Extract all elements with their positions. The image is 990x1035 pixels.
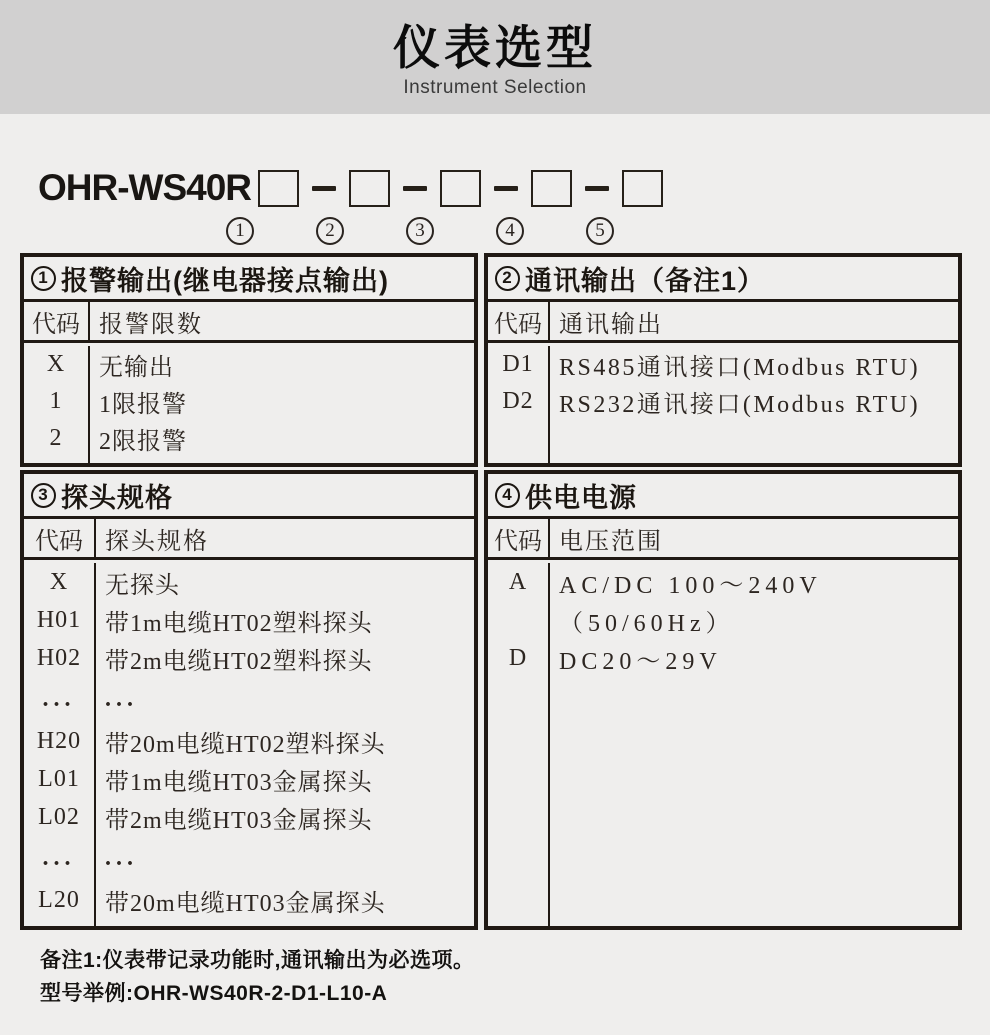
model-code-box-5 (622, 170, 663, 207)
desc-cell-ellipsis: ... (105, 686, 138, 712)
code-cell: L20 (38, 886, 80, 913)
position-badge-4: 4 (496, 217, 524, 245)
column-header-desc: 报警限数 (99, 311, 203, 338)
position-number-row (0, 217, 990, 247)
column-header-row (24, 519, 474, 560)
section-number-badge: 1 (31, 266, 56, 291)
page-title: 仪表选型 (393, 21, 597, 74)
position-badge-2: 2 (316, 217, 344, 245)
section-title-row (488, 257, 958, 302)
desc-cell: 带1m电缆HT02塑料探头 (105, 610, 373, 637)
section-number-badge: 4 (495, 483, 520, 508)
page-header-band (0, 0, 990, 114)
section-number-badge: 3 (31, 483, 56, 508)
section-title-row (24, 474, 474, 519)
section-communication-output (484, 253, 962, 467)
dash-separator (403, 186, 427, 191)
desc-cell: 带20m电缆HT02塑料探头 (105, 731, 386, 758)
desc-cell-ellipsis: ... (105, 845, 138, 871)
position-badge-5: 5 (586, 217, 614, 245)
model-code-box-4 (531, 170, 572, 207)
code-cell: D1 (502, 351, 534, 377)
dash-separator (494, 186, 518, 191)
model-prefix: OHR-WS40R (38, 167, 252, 208)
desc-cell: 带2m电缆HT03金属探头 (105, 807, 373, 834)
code-column (488, 346, 550, 463)
code-column (488, 563, 550, 926)
column-header-desc: 电压范围 (559, 528, 663, 555)
desc-cell: RS485通讯接口(Modbus RTU) (559, 355, 921, 381)
model-code-box-2 (349, 170, 390, 207)
dash-separator (585, 186, 609, 191)
footer-notes (40, 944, 475, 1010)
code-cell: 1 (49, 388, 63, 414)
section-title: 报警输出(继电器接点输出) (61, 265, 389, 296)
code-cell-ellipsis: ... (42, 845, 76, 871)
desc-cell: 无探头 (105, 572, 180, 599)
section-alarm-output (20, 253, 478, 467)
position-badge-1: 1 (226, 217, 254, 245)
code-cell: X (46, 351, 66, 377)
column-header-code: 代码 (24, 302, 90, 340)
code-cell: 2 (49, 425, 63, 451)
model-code-box-1 (258, 170, 299, 207)
column-header-row (488, 519, 958, 560)
desc-cell: 2限报警 (99, 429, 187, 455)
code-column (24, 346, 90, 463)
code-cell: H02 (36, 644, 82, 671)
desc-column (96, 563, 474, 926)
section-title: 通讯输出（备注1） (525, 265, 766, 296)
code-cell: H01 (36, 606, 82, 633)
table-body (24, 343, 474, 463)
desc-cell: 无输出 (99, 355, 174, 381)
note-line-2: 型号举例:OHR-WS40R-2-D1-L10-A (40, 982, 388, 1005)
column-header-row (488, 302, 958, 343)
code-cell: D (508, 644, 528, 671)
code-cell-ellipsis: ... (42, 686, 76, 712)
code-cell: L01 (38, 765, 80, 792)
code-column (24, 563, 96, 926)
section-title: 探头规格 (61, 482, 173, 513)
desc-cell: （50/60Hz） (559, 610, 735, 637)
position-badge-3: 3 (406, 217, 434, 245)
page-subtitle: Instrument Selection (403, 76, 587, 98)
desc-cell: 1限报警 (99, 392, 187, 418)
desc-column (550, 563, 958, 926)
desc-cell: 带20m电缆HT03金属探头 (105, 890, 386, 917)
desc-cell: 带1m电缆HT03金属探头 (105, 769, 373, 796)
section-title: 供电电源 (525, 482, 637, 513)
desc-cell: RS232通讯接口(Modbus RTU) (559, 392, 921, 418)
section-power-supply (484, 470, 962, 930)
dash-separator (312, 186, 336, 191)
table-body (488, 560, 958, 926)
column-header-desc: 通讯输出 (559, 311, 663, 338)
code-cell: L02 (38, 803, 80, 830)
column-header-row (24, 302, 474, 343)
code-cell: D2 (502, 388, 534, 414)
column-header-code: 代码 (488, 519, 550, 557)
model-code-box-3 (440, 170, 481, 207)
section-probe-spec (20, 470, 478, 930)
desc-cell: DC20～29V (559, 648, 722, 675)
code-cell: A (508, 568, 528, 595)
desc-cell: AC/DC 100～240V (559, 572, 822, 599)
table-body (488, 343, 958, 463)
table-body (24, 560, 474, 926)
code-cell (488, 601, 548, 639)
code-cell: X (49, 568, 69, 595)
column-header-code: 代码 (24, 519, 96, 557)
section-number-badge: 2 (495, 266, 520, 291)
model-code-row (38, 166, 663, 210)
note-line-1: 备注1:仪表带记录功能时,通讯输出为必选项。 (40, 949, 475, 972)
desc-cell: 带2m电缆HT02塑料探头 (105, 648, 373, 675)
section-title-row (24, 257, 474, 302)
desc-column (550, 346, 958, 463)
section-title-row (488, 474, 958, 519)
column-header-code: 代码 (488, 302, 550, 340)
column-header-desc: 探头规格 (105, 528, 209, 555)
code-cell: H20 (36, 727, 82, 754)
desc-column (90, 346, 474, 463)
